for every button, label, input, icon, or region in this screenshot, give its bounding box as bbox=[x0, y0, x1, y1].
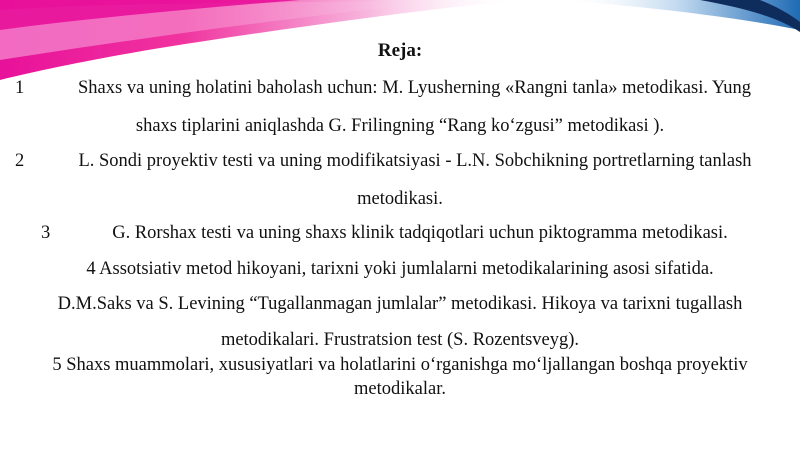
item-1-line-1: Shaxs va uning holatini baholash uchun: M. Lyusherning «Rangni tanla» metodikasi. Yung bbox=[78, 78, 751, 98]
item-5-line-2: metodikalar. bbox=[354, 379, 446, 399]
item-2-line-2: metodikasi. bbox=[357, 189, 443, 209]
item-number-1: 1 bbox=[15, 78, 25, 98]
item-4-line-2: D.M.Saks va S. Levining “Tugallanmagan jumlalar” metodikasi. Hikoya va tarixni tugallash bbox=[57, 294, 743, 314]
item-number-3: 3 bbox=[41, 223, 51, 243]
item-4-line-1: 4 Assotsiativ metod hikoyani, tarixni yoki jumlalarni metodikalarining asosi sifatida. bbox=[86, 259, 714, 279]
item-4-line-3: metodikalari. Frustratsion test (S. Rozentsveyg). bbox=[220, 330, 580, 350]
item-3-line-1: G. Rorshax testi va uning shaxs klinik tadqiqotlari uchun piktogramma metodikasi. bbox=[112, 223, 728, 243]
item-5-line-1: 5 Shaxs muammolari, xususiyatlari va holatlarini o‘rganishga mo‘ljallangan boshqa proyektiv bbox=[52, 355, 748, 375]
item-number-2: 2 bbox=[15, 151, 25, 171]
item-2-line-1: L. Sondi proyektiv testi va uning modifikatsiyasi - L.N. Sobchikning portretlarning tanlash bbox=[78, 151, 752, 171]
item-1-line-2: shaxs tiplarini aniqlashda G. Frilingning “Rang ko‘zgusi” metodikasi ). bbox=[135, 116, 665, 136]
slide-title: Reja: bbox=[377, 40, 423, 61]
